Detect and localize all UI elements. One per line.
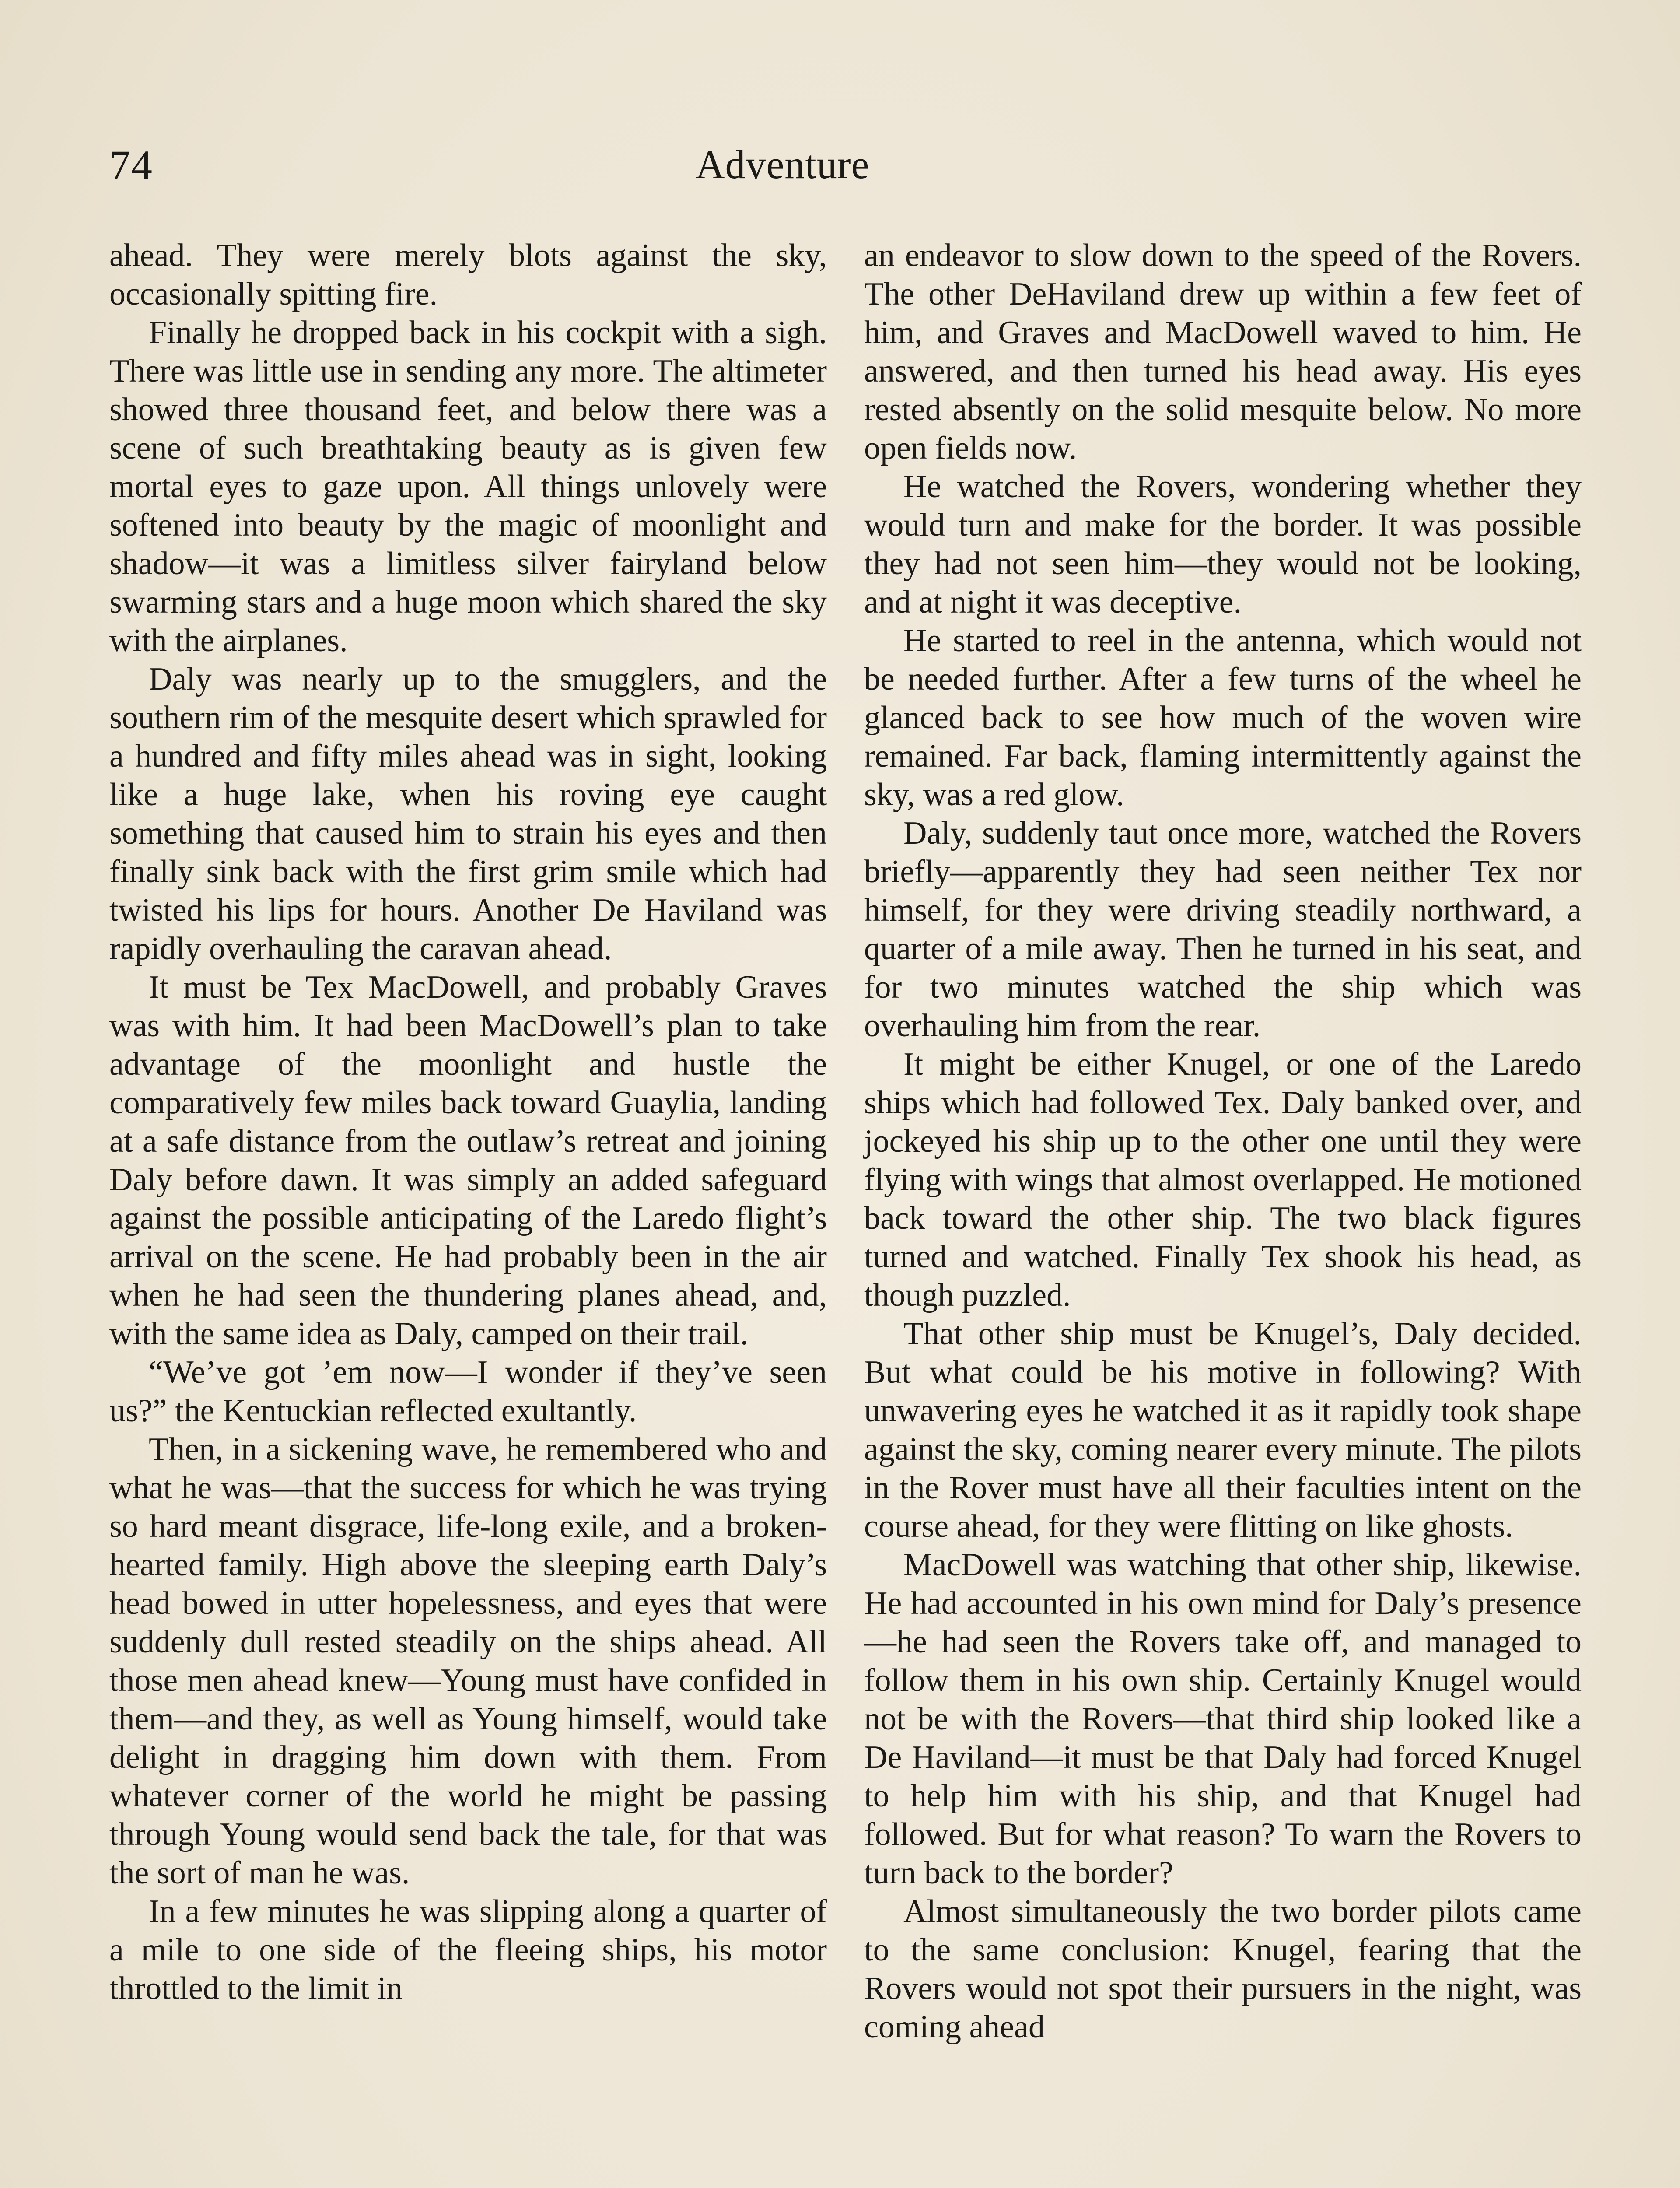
paragraph: MacDowell was watching that other ship, likewise. He had accounted in his own mind for Daly’s presence—he had seen the Rovers take off, and managed to follow them in his own ship. Certainly Knugel would not be with the Rovers—that third ship looked like a De Haviland—it must be that Daly had forced Knugel to help him with his ship, and that Knugel had followed. But for what reason? To warn the Rovers to turn back to the border?: [864, 1547, 1582, 1891]
page-number: 74: [109, 142, 153, 189]
page-header: [109, 144, 1584, 206]
paragraph: Almost simultaneously the two border pilots came to the same conclusion: Knugel, fearing that the Rovers would not spot their pursuers in the night, was coming ahead: [864, 1893, 1582, 2045]
paragraph: In a few minutes he was slipping along a quarter of a mile to one side of the fleeing ships, his motor throttled to the limit in: [109, 1893, 827, 2006]
paragraph: an endeavor to slow down to the speed of the Rovers. The other DeHaviland drew up within a few feet of him, and Graves and MacDowell waved to him. He answered, and then turned his head away. His eyes rested absently on the solid mesquite below. No more open fields now.: [864, 238, 1582, 466]
paragraph: Finally he dropped back in his cockpit with a sigh. There was little use in sending any more. The altimeter showed three thousand feet, and below there was a scene of such breathtaking beauty as is given few mortal eyes to gaze upon. All things unlovely were softened into beauty by the magic of moonlight and shadow—it was a limitless silver fairyland below swarming stars and a huge moon which shared the sky with the airplanes.: [109, 315, 827, 659]
right-column: [864, 236, 1582, 2046]
paragraph: It must be Tex MacDowell, and probably Graves was with him. It had been MacDowell’s plan to take advantage of the moonlight and hustle the comparatively few miles back toward Guaylia, landing at a safe distance from the outlaw’s retreat and joining Daly before dawn. It was simply an added safeguard against the possible anticipating of the Laredo flight’s arrival on the scene. He had probably been in the air when he had seen the thundering planes ahead, and, with the same idea as Daly, camped on their trail.: [109, 969, 827, 1352]
paragraph: That other ship must be Knugel’s, Daly decided. But what could be his motive in following? With unwavering eyes he watched it as it rapidly took shape against the sky, coming nearer every minute. The pilots in the Rover must have all their faculties intent on the course ahead, for they were flitting on like ghosts.: [864, 1316, 1582, 1544]
paragraph: Then, in a sickening wave, he remembered who and what he was—that the success for which he was trying so hard meant disgrace, life-long exile, and a broken-hearted family. High above the sleeping earth Daly’s head bowed in utter hopelessness, and eyes that were suddenly dull rested steadily on the ships ahead. All those men ahead knew—Young must have confided in them—and they, as well as Young himself, would take delight in dragging him down with them. From whatever corner of the world he might be passing through Young would send back the tale, for that was the sort of man he was.: [109, 1431, 827, 1891]
paragraph: Daly, suddenly taut once more, watched the Rovers briefly—apparently they had seen neither Tex nor himself, for they were driving steadily northward, a quarter of a mile away. Then he turned in his seat, and for two minutes watched the ship which was overhauling him from the rear.: [864, 815, 1582, 1044]
paragraph: He started to reel in the antenna, which would not be needed further. After a few turns of the wheel he glanced back to see how much of the woven wire remained. Far back, flaming intermittently against the sky, was a red glow.: [864, 623, 1582, 813]
paragraph: Daly was nearly up to the smugglers, and the southern rim of the mesquite desert which sprawled for a hundred and fifty miles ahead was in sight, looking like a huge lake, when his roving eye caught something that caused him to strain his eyes and then finally sink back with the first grim smile which had twisted his lips for hours. Another De Haviland was rapidly overhauling the caravan ahead.: [109, 661, 827, 967]
paragraph: He watched the Rovers, wondering whether they would turn and make for the border. It was possible they had not seen him—they would not be looking, and at night it was deceptive.: [864, 469, 1582, 620]
running-head: Adventure: [696, 142, 870, 187]
left-column: [109, 236, 827, 2008]
paragraph: It might be either Knugel, or one of the Laredo ships which had followed Tex. Daly banked over, and jockeyed his ship up to the other one until they were flying with wings that almost overlapped. He motioned back toward the other ship. The two black figures turned and watched. Finally Tex shook his head, as though puzzled.: [864, 1046, 1582, 1313]
paragraph: “We’ve got ’em now—I wonder if they’ve seen us?” the Kentuckian reflected exultantly.: [109, 1354, 827, 1429]
paragraph: ahead. They were merely blots against the sky, occasionally spitting fire.: [109, 238, 827, 312]
